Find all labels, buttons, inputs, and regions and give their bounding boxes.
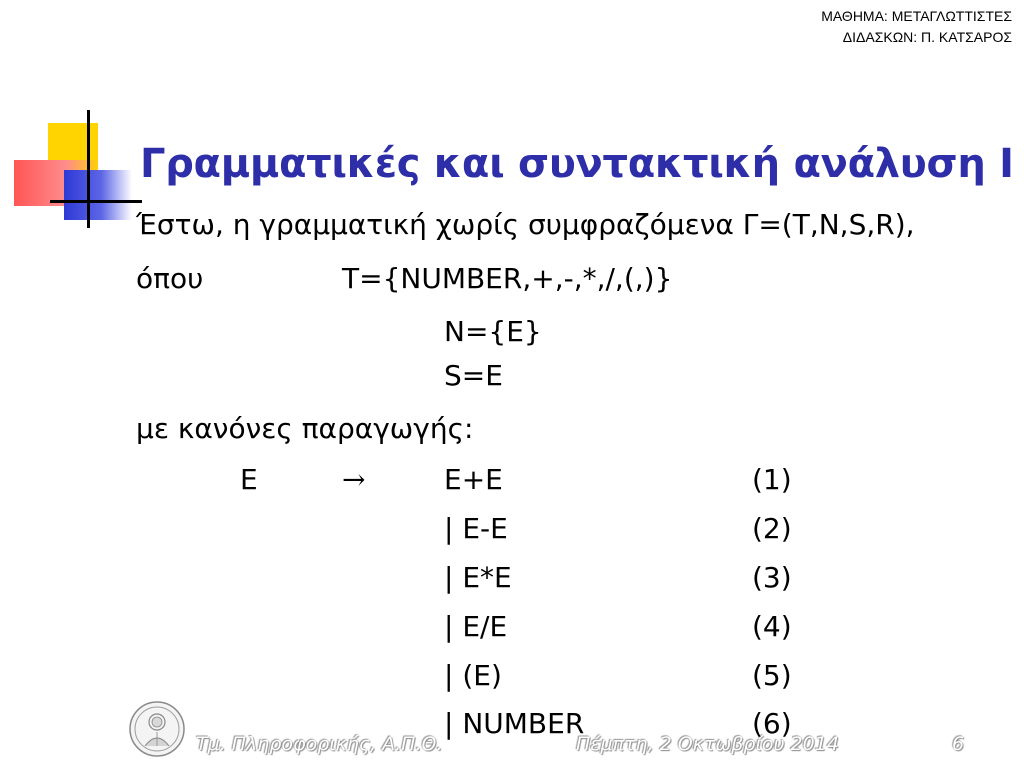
rule-rhs: E+E: [444, 463, 503, 496]
instructor-label: ΔΙΔΑΣΚΩΝ: Π. ΚΑΤΣΑΡΟΣ: [842, 29, 1012, 45]
rule-number: (6): [752, 707, 792, 740]
nonterminals-set: N={E}: [444, 315, 542, 348]
horizontal-line: [50, 200, 142, 203]
production-lhs: E: [240, 463, 258, 496]
rule-rhs: | E*E: [444, 561, 512, 594]
intro-text: Έστω, η γραμματική χωρίς συμφραζόμενα Γ=(T,N,S,R),: [136, 208, 915, 241]
rule-rhs: | NUMBER: [444, 707, 585, 740]
vertical-line: [87, 110, 90, 228]
where-label: όπου: [136, 262, 204, 295]
rule-number: (1): [752, 463, 792, 496]
footer-page-number: 6: [952, 733, 965, 755]
slide-header: [821, 6, 1012, 48]
footer-date: Πέμπτη, 2 Οκτωβρίου 2014: [576, 733, 839, 755]
course-label: ΜΑΘΗΜΑ: ΜΕΤΑΓΛΩΤΤΙΣΤΕΣ: [821, 8, 1012, 24]
title-decoration: [0, 0, 140, 240]
footer-department: Τμ. Πληροφορικής, Α.Π.Θ.: [196, 733, 443, 755]
rule-rhs: | E/E: [444, 610, 508, 643]
rule-number: (5): [752, 659, 792, 692]
rule-number: (3): [752, 561, 792, 594]
blue-square: [64, 170, 132, 220]
university-seal-icon: [128, 700, 186, 758]
terminals-set: T={NUMBER,+,-,*,/,(,)}: [342, 262, 673, 295]
rule-rhs: | (E): [444, 659, 502, 692]
rule-rhs: | E-E: [444, 512, 508, 545]
arrow-icon: →: [342, 463, 366, 496]
rule-number: (2): [752, 512, 792, 545]
rules-label: με κανόνες παραγωγής:: [136, 412, 474, 445]
start-symbol: S=E: [444, 359, 503, 392]
slide-title: Γραμματικές και συντακτική ανάλυση Ι: [140, 141, 1014, 187]
rule-number: (4): [752, 610, 792, 643]
